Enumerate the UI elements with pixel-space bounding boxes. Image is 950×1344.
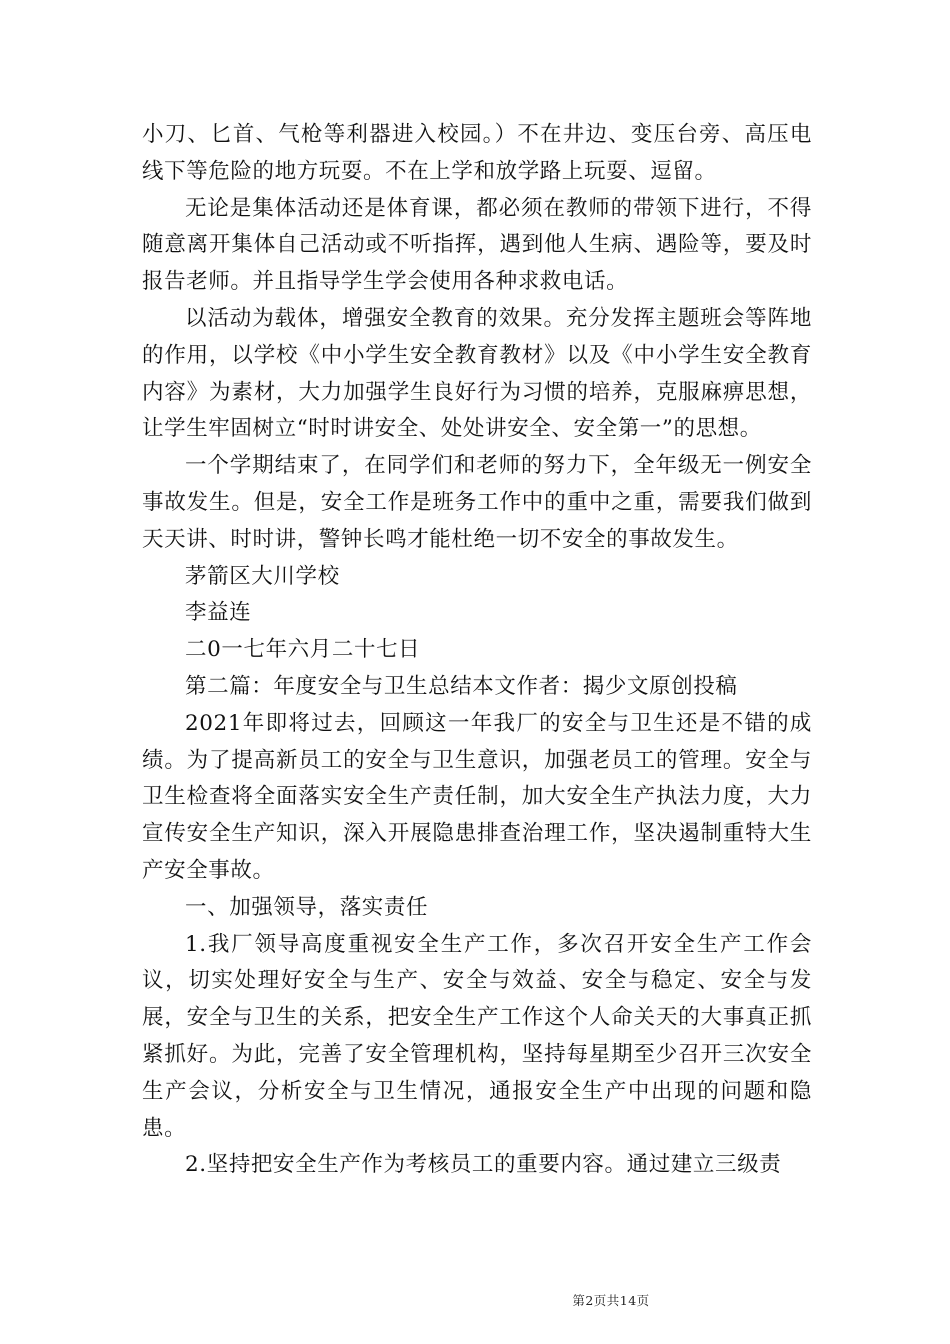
paragraph-item-1: 1.我厂领导高度重视安全生产工作，多次召开安全生产工作会议，切实处理好安全与生产、安全与效益、安全与稳定、安全与发展，安全与卫生的关系，把安全生产工作这个人命关天的大事真正抓紧抓好。为此，完善了安全管理机构，坚持每星期至少召开三次安全生产会议，分析安全与卫生情况，通报安全生产中出现的问题和隐患。: [142, 931, 812, 1141]
subheading-leadership: 一、加强领导，落实责任: [185, 894, 429, 920]
paragraph-item-2: 2.坚持把安全生产作为考核员工的重要内容。通过建立三级责: [185, 1152, 782, 1178]
signature-school: 茅箭区大川学校: [185, 563, 340, 589]
paragraph-activity-carrier: 以活动为载体，增强安全教育的效果。充分发挥主题班会等阵地的作用，以学校《中小学生安全教育教材》以及《中小学生安全教育内容》为素材，大力加强学生良好行为习惯的培养，克服麻痹思想，让学生牢固树立“时时讲安全、处处讲安全、安全第一”的思想。: [142, 305, 812, 442]
signature-author: 李益连: [185, 600, 252, 626]
document-body: [142, 117, 812, 1184]
section-heading-second: 第二篇：年度安全与卫生总结本文作者：揭少文原创投稿: [185, 673, 738, 699]
paragraph-group-activity: 无论是集体活动还是体育课，都必须在教师的带领下进行，不得随意离开集体自己活动或不听指挥，遇到他人生病、遇险等，要及时报告老师。并且指导学生学会使用各种求救电话。: [142, 195, 812, 295]
paragraph-continuation: 小刀、匕首、气枪等利器进入校园。）不在井边、变压台旁、高压电线下等危险的地方玩耍。不在上学和放学路上玩耍、逗留。: [142, 122, 812, 184]
page-number: 第2页共14页: [572, 1293, 650, 1308]
page-footer: [0, 1291, 950, 1309]
paragraph-year-review: 2021年即将过去，回顾这一年我厂的安全与卫生还是不错的成绩。为了提高新员工的安全与卫生意识，加强老员工的管理。安全与卫生检查将全面落实安全生产责任制，加大安全生产执法力度，大力宣传安全生产知识，深入开展隐患排查治理工作，坚决遏制重特大生产安全事故。: [142, 710, 812, 883]
paragraph-semester-summary: 一个学期结束了，在同学们和老师的努力下，全年级无一例安全事故发生。但是，安全工作是班务工作中的重中之重，需要我们做到天天讲、时时讲，警钟长鸣才能杜绝一切不安全的事故发生。: [142, 453, 812, 552]
signature-date: 二0一七年六月二十七日: [185, 637, 421, 663]
